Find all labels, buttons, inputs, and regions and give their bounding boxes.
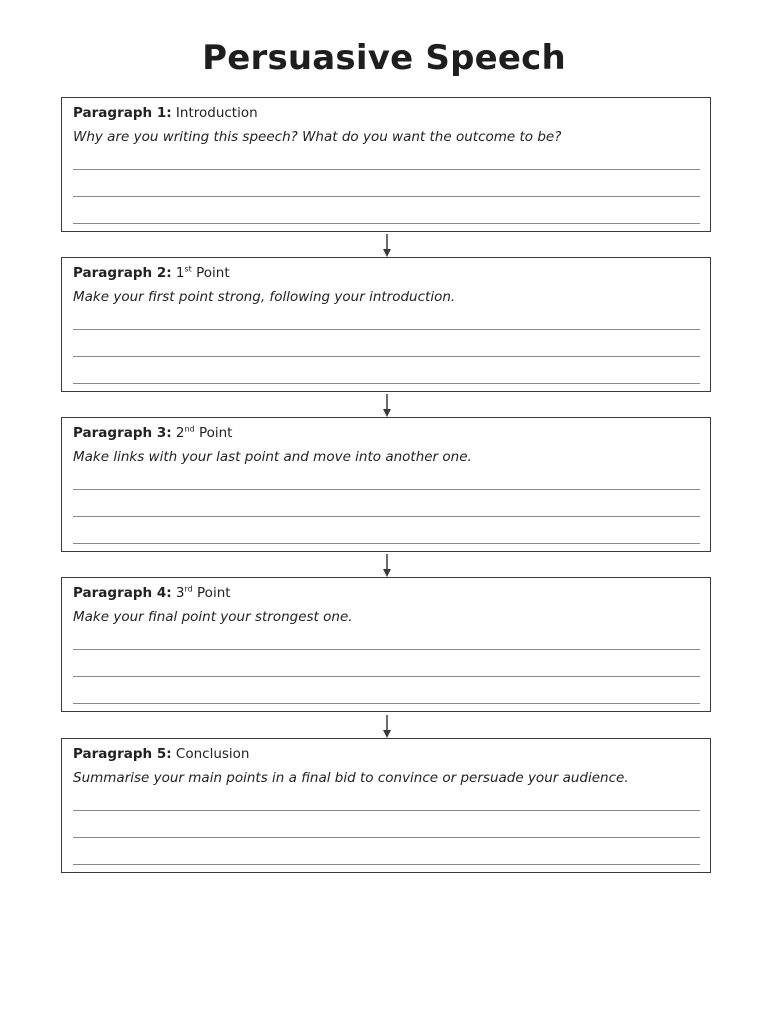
writing-line[interactable]	[73, 676, 700, 677]
paragraph-label: Paragraph 4:	[73, 585, 172, 601]
paragraph-prompt: Make links with your last point and move into another one.	[73, 449, 472, 465]
paragraph-box-3	[61, 417, 711, 552]
writing-line[interactable]	[73, 383, 700, 384]
paragraph-label: Paragraph 2:	[73, 265, 172, 281]
paragraph-topic: Point	[194, 425, 233, 441]
paragraph-prompt: Summarise your main points in a final bid to convince or persuade your audience.	[73, 770, 629, 786]
down-arrow-icon	[381, 234, 393, 257]
paragraph-label: Paragraph 3:	[73, 425, 172, 441]
ordinal-suffix: rd	[184, 584, 193, 594]
writing-line[interactable]	[73, 543, 700, 544]
paragraph-box-1	[61, 97, 711, 232]
writing-line[interactable]	[73, 489, 700, 490]
writing-line[interactable]	[73, 649, 700, 650]
writing-line[interactable]	[73, 810, 700, 811]
paragraph-heading	[73, 585, 231, 601]
writing-line[interactable]	[73, 223, 700, 224]
writing-line[interactable]	[73, 329, 700, 330]
paragraph-topic: Introduction	[175, 105, 258, 121]
writing-line[interactable]	[73, 356, 700, 357]
paragraph-topic: Point	[192, 585, 231, 601]
ordinal-suffix: st	[184, 264, 192, 274]
paragraph-topic-number: 3	[175, 585, 185, 601]
paragraph-prompt: Make your first point strong, following your introduction.	[73, 289, 456, 305]
writing-line[interactable]	[73, 196, 700, 197]
paragraph-topic: Point	[191, 265, 230, 281]
down-arrow-icon	[381, 394, 393, 417]
paragraph-box-4	[61, 577, 711, 712]
paragraph-label: Paragraph 1:	[73, 105, 172, 121]
paragraph-heading	[73, 105, 258, 121]
paragraph-heading	[73, 425, 232, 441]
paragraph-topic: Conclusion	[175, 746, 250, 762]
down-arrow-icon	[381, 554, 393, 577]
paragraph-prompt: Make your final point your strongest one.	[73, 609, 353, 625]
paragraph-box-5	[61, 738, 711, 873]
paragraph-topic-number: 1	[175, 265, 185, 281]
paragraph-label: Paragraph 5:	[73, 746, 172, 762]
writing-line[interactable]	[73, 703, 700, 704]
paragraph-heading	[73, 746, 249, 762]
page-title: Persuasive Speech	[202, 38, 566, 78]
writing-line[interactable]	[73, 864, 700, 865]
writing-line[interactable]	[73, 516, 700, 517]
paragraph-heading	[73, 265, 230, 281]
paragraph-prompt: Why are you writing this speech? What do you want the outcome to be?	[73, 129, 562, 145]
ordinal-suffix: nd	[184, 424, 195, 434]
writing-line[interactable]	[73, 837, 700, 838]
paragraph-box-2	[61, 257, 711, 392]
writing-line[interactable]	[73, 169, 700, 170]
paragraph-topic-number: 2	[175, 425, 185, 441]
down-arrow-icon	[381, 715, 393, 738]
